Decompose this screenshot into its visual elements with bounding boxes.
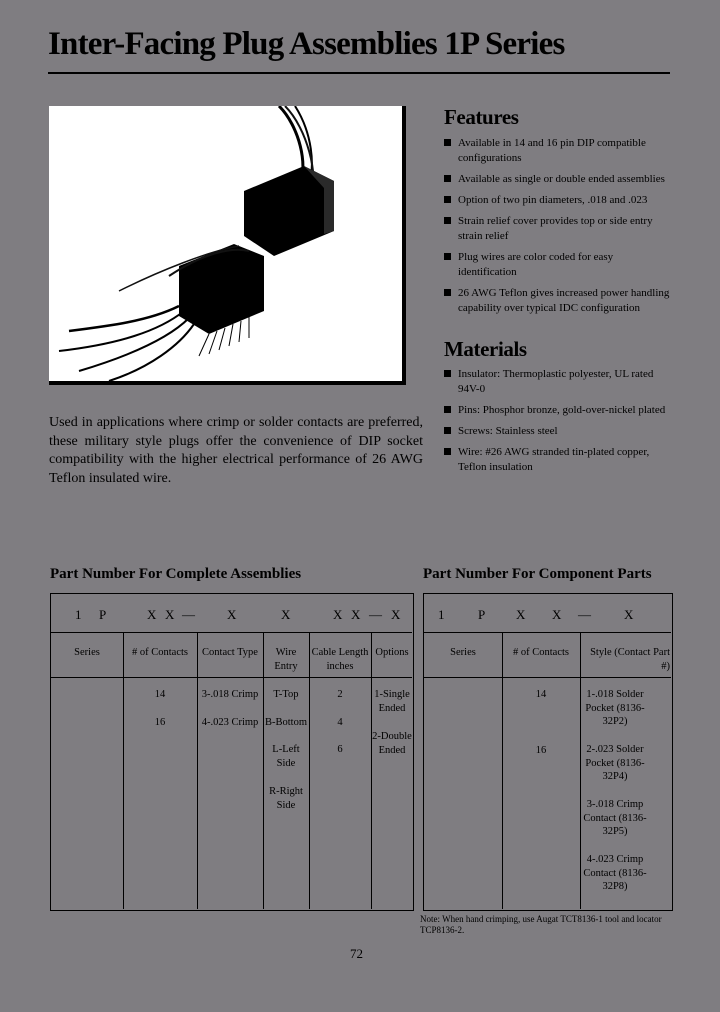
material-item: Screws: Stainless steel <box>444 424 674 439</box>
bullet-square-icon <box>444 448 451 455</box>
component-parts-heading: Part Number For Component Parts <box>423 566 652 582</box>
page-number: 72 <box>350 946 363 961</box>
header-wire-entry: Wire Entry <box>274 647 298 672</box>
product-photo <box>49 106 406 385</box>
header-contacts: # of Contacts <box>132 647 188 658</box>
header-contact-type: Contact Type <box>202 647 258 658</box>
wire-entry-bottom: B-Bottom <box>264 717 307 728</box>
wire-entry-top: T-Top <box>273 689 299 700</box>
complete-assemblies-table: 1 P X X — X X X X — X Series # of Contacts Contact Type Wire Entry Cable Length inches Options 14 16 3-.018 Crimp 4-.023 Crimp T-Top B-Bottom L-Left Side R-Right Side 2 4 6 1-Single Ended 2-Double Ended <box>50 593 414 911</box>
intro-paragraph: Used in applications where crimp or solder contacts are preferred, these military style plugs offer the convenience of DIP socket compatibility with the higher electrical performance of 26 AWG Teflon insulated wire. <box>49 415 423 486</box>
bullet-square-icon <box>444 427 451 434</box>
page-title: Inter-Facing Plug Assemblies 1P Series <box>48 26 565 62</box>
feature-item: Option of two pin diameters, .018 and .023 <box>444 193 674 208</box>
bullet-square-icon <box>444 196 451 203</box>
comp-header-series: Series <box>450 647 476 658</box>
feature-item: Available as single or double ended assemblies <box>444 172 674 187</box>
comp-contacts-14: 14 <box>535 689 547 700</box>
wire-entry-right: R-Right Side <box>269 786 303 811</box>
contacts-14: 14 <box>154 689 166 700</box>
bullet-square-icon <box>444 253 451 260</box>
comp-header-style: Style (Contact Part #) <box>590 647 670 672</box>
option-double: 2-Double Ended <box>372 731 412 756</box>
contacts-16: 16 <box>154 717 166 728</box>
feature-item: Plug wires are color coded for easy identification <box>444 250 674 280</box>
bullet-square-icon <box>444 289 451 296</box>
title-rule <box>48 72 670 74</box>
crimping-note: Note: When hand crimping, use Augat TCT8136-1 tool and locator TCP8136-2. <box>420 914 662 935</box>
header-series: Series <box>74 647 100 658</box>
contact-type-3: 3-.018 Crimp <box>201 689 259 700</box>
style-4: 4-.023 Crimp Contact (8136-32P8) <box>583 854 647 892</box>
bullet-square-icon <box>444 217 451 224</box>
comp-contacts-16: 16 <box>535 745 547 756</box>
style-2: 2-.023 Solder Pocket (8136-32P4) <box>585 744 645 782</box>
option-single: 1-Single Ended <box>374 689 410 714</box>
cable-length-6: 6 <box>337 744 343 755</box>
style-1: 1-.018 Solder Pocket (8136-32P2) <box>585 689 645 727</box>
feature-item: Available in 14 and 16 pin DIP compatible configurations <box>444 136 674 166</box>
wire-entry-left: L-Left Side <box>272 744 300 769</box>
header-cable-length: Cable Length inches <box>311 647 369 672</box>
cable-length-4: 4 <box>337 717 343 728</box>
materials-list <box>444 367 674 481</box>
materials-heading: Materials <box>444 337 527 361</box>
plug-assembly-image <box>49 106 402 381</box>
feature-item: Strain relief cover provides top or side entry strain relief <box>444 214 674 244</box>
comp-header-contacts: # of Contacts <box>513 647 569 658</box>
bullet-square-icon <box>444 175 451 182</box>
bullet-square-icon <box>444 139 451 146</box>
features-heading: Features <box>444 105 519 129</box>
cable-length-2: 2 <box>337 689 343 700</box>
complete-assemblies-heading: Part Number For Complete Assemblies <box>50 566 302 582</box>
feature-item: 26 AWG Teflon gives increased power handling capability over typical IDC configuration <box>444 286 674 316</box>
component-parts-table: 1 P X X — X Series # of Contacts Style (Contact Part #) 14 16 1-.018 Solder Pocket (8136-32P2) 2-.023 Solder Pocket (8136-32P4) 3-.018 Crimp Contact (8136-32P5) 4-.023 Crimp Contact (8136-32P8) <box>423 593 673 911</box>
bullet-square-icon <box>444 370 451 377</box>
material-item: Wire: #26 AWG stranded tin-plated copper, Teflon insulation <box>444 445 674 475</box>
style-3: 3-.018 Crimp Contact (8136-32P5) <box>583 799 647 837</box>
header-options: Options <box>375 647 409 658</box>
features-list <box>444 136 674 322</box>
contact-type-4: 4-.023 Crimp <box>201 717 259 728</box>
bullet-square-icon <box>444 406 451 413</box>
material-item: Pins: Phosphor bronze, gold-over-nickel plated <box>444 403 674 418</box>
material-item: Insulator: Thermoplastic polyester, UL rated 94V-0 <box>444 367 674 397</box>
